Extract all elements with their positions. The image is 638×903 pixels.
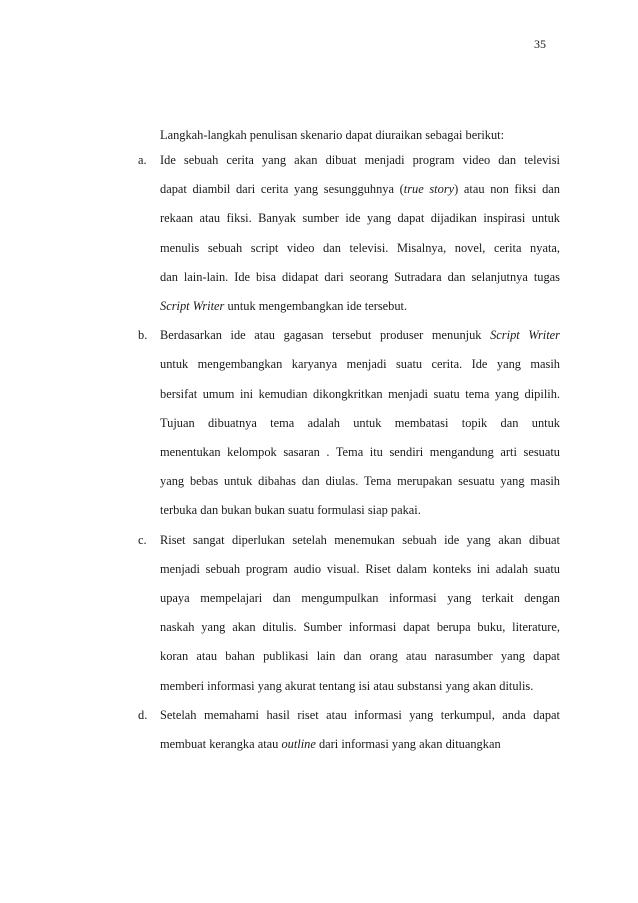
text-line [160,613,560,642]
text-line [160,263,560,292]
text-line [160,467,560,496]
text-segment: dari informasi yang akan dituangkan [315,737,501,752]
list-marker: d. [138,707,148,722]
text-segment: upaya mempelajari dan mengumpulkan informasi yang terkait dengan [160,591,560,606]
text-segment: Setelah memahami hasil riset atau informasi yang terkumpul, anda dapat [160,707,560,722]
text-segment: rekaan atau fiksi. Banyak sumber ide yang dapat dijadikan inspirasi untuk [160,211,560,226]
italic-term: true story [403,182,455,197]
text-segment: Berdasarkan ide atau gagasan tersebut produser menunjuk [160,328,491,343]
list-item-c [138,526,560,701]
page-number: 35 [534,37,546,51]
text-line [160,701,560,730]
text-line [160,175,560,204]
text-segment: Ide sebuah cerita yang akan dibuat menjadi program video dan televisi [160,153,560,167]
text-segment: naskah yang akan ditulis. Sumber informasi dapat berupa buku, literature, [160,620,560,635]
text-line [160,672,560,701]
text-segment: menulis sebuah script video dan televisi. Misalnya, novel, cerita nyata, [160,240,560,255]
intro-paragraph: Langkah-langkah penulisan skenario dapat diuraikan sebagai berikut: [160,128,505,142]
text-segment: yang bebas untuk dibahas dan diulas. Tema merupakan sesuatu yang masih [160,474,560,489]
text-segment: untuk mengembangkan karyanya menjadi suatu cerita. Ide yang masih [160,357,560,372]
text-line [160,234,560,263]
text-segment: dapat diambil dari cerita yang sesungguhnya ( [160,182,404,197]
text-segment: ) atau non fiksi dan [454,182,560,197]
steps-list [138,146,560,759]
list-marker: c. [138,532,147,547]
list-item-d [138,701,560,759]
list-item-b [138,321,560,525]
text-segment: untuk mengembangkan ide tersebut. [224,299,408,314]
text-line [160,526,560,555]
italic-term: Script Writer [160,299,225,314]
italic-term: Script Writer [490,328,560,343]
text-line [160,321,560,350]
text-line [160,292,560,321]
text-segment: dan lain-lain. Ide bisa didapat dari seorang Sutradara dan selanjutnya tugas [160,269,560,284]
text-segment: menentukan kelompok sasaran . Tema itu sendiri mengandung arti sesuatu [160,445,560,460]
text-line [160,496,560,525]
list-item-a [138,146,560,321]
text-line [160,204,560,233]
text-line [160,642,560,671]
text-line [160,380,560,409]
text-segment: Riset sangat diperlukan setelah menemukan sebuah ide yang akan dibuat [160,532,560,547]
list-marker: b. [138,328,148,343]
text-line [160,409,560,438]
text-line [160,438,560,467]
text-segment: bersifat umum ini kemudian dikongkritkan menjadi suatu tema yang dipilih. [160,386,560,401]
text-line [160,555,560,584]
text-segment: menjadi sebuah program audio visual. Riset dalam konteks ini adalah suatu [160,561,560,576]
text-line [160,584,560,613]
text-line [160,146,560,175]
text-segment: terbuka dan bukan bukan suatu formulasi siap pakai. [160,503,421,518]
text-segment: memberi informasi yang akurat tentang isi atau substansi yang akan ditulis. [160,678,534,693]
list-marker: a. [138,153,147,167]
text-line [160,350,560,379]
italic-term: outline [281,737,316,752]
text-line [160,730,560,759]
text-segment: membuat kerangka atau [160,737,282,752]
text-segment: koran atau bahan publikasi lain dan orang atau narasumber yang dapat [160,649,560,664]
text-segment: Tujuan dibuatnya tema adalah untuk membatasi topik dan untuk [160,415,560,430]
